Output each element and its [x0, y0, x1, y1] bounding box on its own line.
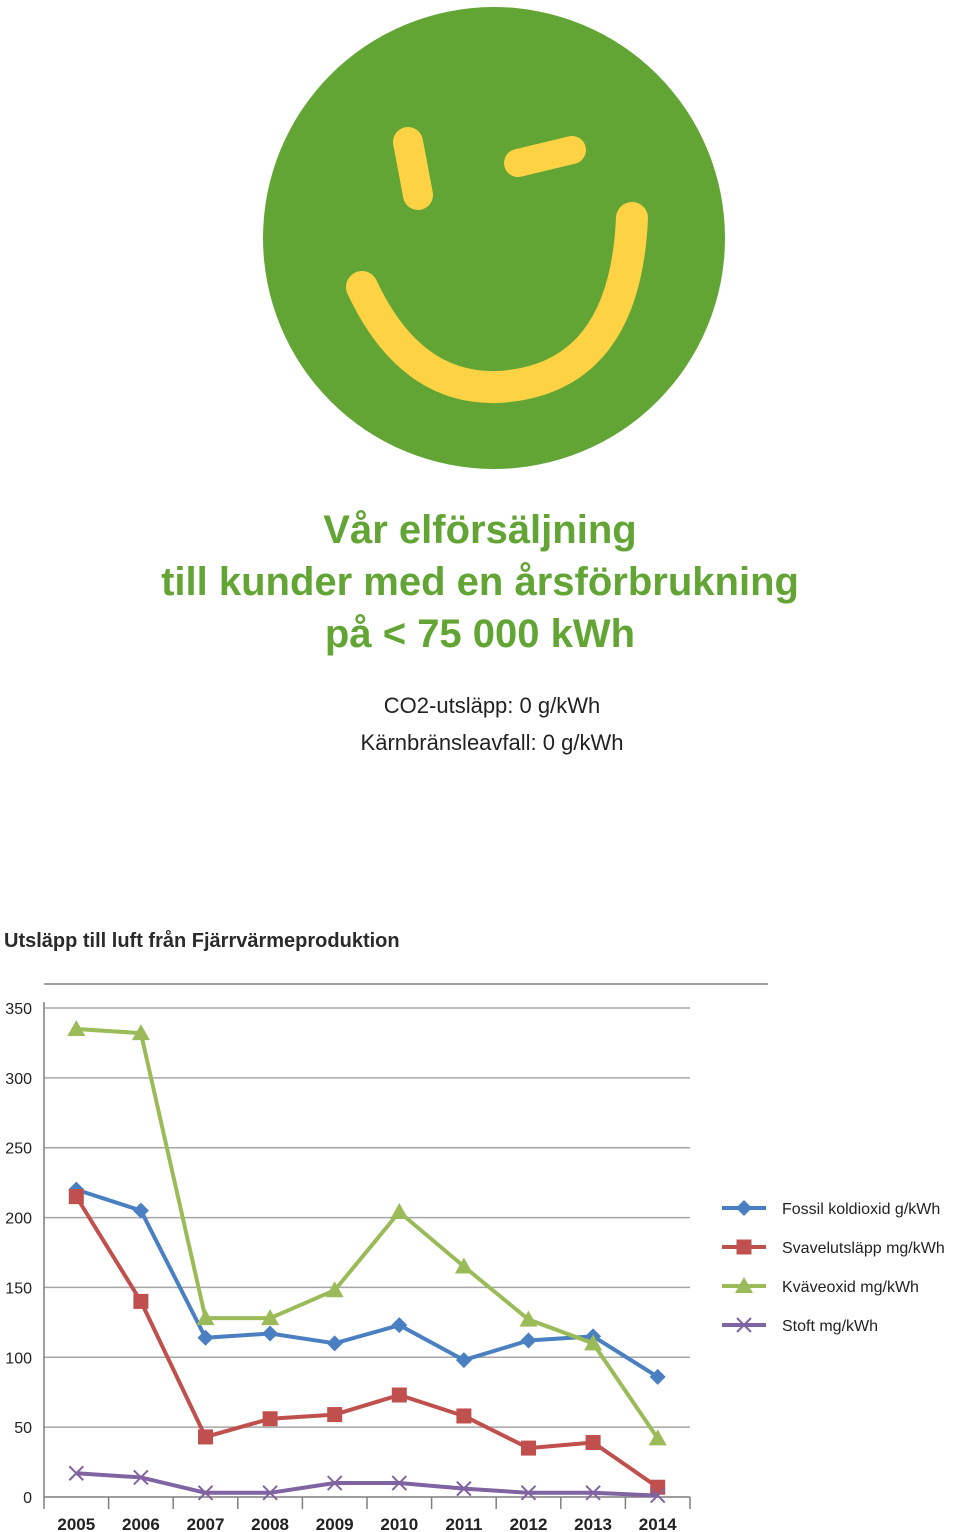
legend-label: Fossil koldioxid g/kWh: [782, 1201, 941, 1218]
y-tick-label: 0: [23, 1490, 32, 1507]
y-tick-label: 300: [5, 1070, 32, 1088]
chart-title: Utsläpp till luft från Fjärrvärmeproduktion: [4, 930, 400, 952]
x-tick-label: 2013: [574, 1515, 613, 1532]
fossil-co2-point: [391, 1317, 407, 1333]
x-tick-label: 2005: [57, 1515, 96, 1532]
x-tick-label: 2011: [445, 1515, 483, 1532]
sulfur-line: [76, 1197, 657, 1488]
headline-line-3: på < 75 000 kWh: [324, 612, 636, 656]
co2-emission-stat: CO2-utsläpp: 0 g/kWh: [383, 693, 601, 718]
sulfur-point: [392, 1388, 407, 1403]
legend-marker: [736, 1200, 752, 1216]
x-tick-label: 2008: [251, 1515, 290, 1532]
x-tick-label: 2006: [121, 1515, 160, 1532]
nox-point: [390, 1203, 408, 1219]
y-tick-label: 350: [5, 1001, 32, 1018]
headline-line-2: till kunder med en årsförbrukning: [161, 560, 799, 604]
fossil-co2-point: [198, 1330, 214, 1346]
nuclear-waste-stat: Kärnbränsleavfall: 0 g/kWh: [360, 730, 624, 755]
sulfur-point: [456, 1408, 471, 1423]
y-tick-label: 250: [5, 1140, 32, 1158]
headline-line-1: Vår elförsäljning: [323, 508, 637, 552]
fossil-co2-point: [456, 1352, 472, 1368]
x-tick-label: 2009: [315, 1515, 354, 1532]
sulfur-point: [133, 1294, 148, 1309]
sulfur-point: [198, 1429, 213, 1444]
legend-marker: [737, 1240, 752, 1255]
fossil-co2-point: [262, 1326, 278, 1342]
legend-label: Kväveoxid mg/kWh: [782, 1279, 919, 1296]
x-tick-label: 2010: [380, 1515, 419, 1532]
y-tick-label: 100: [5, 1350, 32, 1368]
sulfur-point: [263, 1411, 278, 1426]
sulfur-point: [586, 1435, 601, 1450]
x-tick-label: 2014: [638, 1515, 677, 1532]
y-tick-label: 50: [14, 1420, 32, 1438]
sulfur-point: [69, 1189, 84, 1204]
sulfur-point: [521, 1441, 536, 1456]
sulfur-point: [327, 1407, 342, 1422]
dust-line: [76, 1473, 657, 1495]
fossil-co2-point: [327, 1335, 343, 1351]
x-tick-label: 2012: [509, 1515, 548, 1532]
fossil-co2-point: [133, 1203, 149, 1219]
fossil-co2-point: [521, 1333, 537, 1349]
x-tick-label: 2007: [186, 1515, 225, 1532]
legend-label: Svavelutsläpp mg/kWh: [782, 1240, 945, 1257]
y-tick-label: 200: [5, 1210, 32, 1228]
nox-line: [76, 1029, 657, 1438]
y-tick-label: 150: [5, 1280, 32, 1298]
sulfur-point: [650, 1480, 665, 1495]
legend-label: Stoft mg/kWh: [782, 1318, 879, 1335]
